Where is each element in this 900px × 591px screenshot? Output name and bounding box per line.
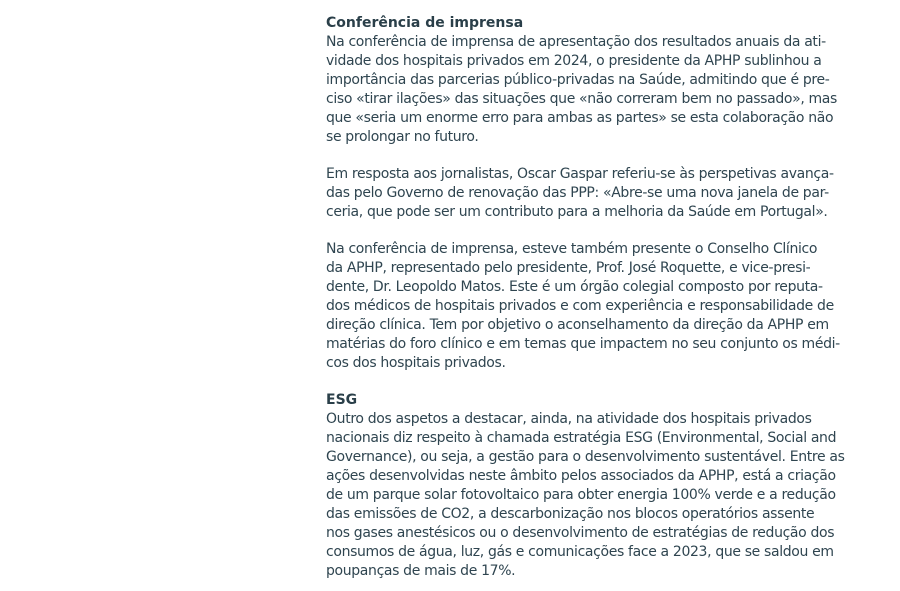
text-line: Na conferência de imprensa de apresentação dos resultados anuais da ati- (326, 34, 826, 50)
text-line: ceria, que pode ser um contributo para a melhoria da Saúde em Portugal». (326, 204, 828, 220)
text-line: dente, Dr. Leopoldo Matos. Este é um órgão colegial composto por reputa- (326, 279, 823, 295)
text-line: consumos de água, luz, gás e comunicações face a 2023, que se saldou em (326, 544, 834, 560)
text-line: se prolongar no futuro. (326, 129, 479, 145)
text-line: de um parque solar fotovoltaico para obter energia 100% verde e a redução (326, 487, 836, 503)
paragraph (326, 165, 838, 222)
text-line: Na conferência de imprensa, esteve também presente o Conselho Clínico (326, 241, 818, 257)
text-line: Governance), ou seja, a gestão para o desenvolvimento sustentável. Entre as (326, 449, 845, 465)
text-line: nacionais diz respeito à chamada estratégia ESG (Environmental, Social and (326, 430, 837, 446)
section-heading-press-conference: Conferência de imprensa (326, 15, 524, 31)
text-line: matérias do foro clínico e em temas que impactem no seu conjunto os médi- (326, 336, 840, 352)
section-heading-esg: ESG (326, 392, 358, 408)
text-line: dos médicos de hospitais privados e com experiência e responsabilidade de (326, 298, 834, 314)
paragraph (326, 410, 845, 581)
text-line: importância das parcerias público-privadas na Saúde, admitindo que é pre- (326, 72, 830, 88)
text-line: cos dos hospitais privados. (326, 355, 506, 371)
text-line: que «seria um enorme erro para ambas as partes» se esta colaboração não (326, 110, 834, 126)
article-body (326, 14, 845, 581)
text-line: ciso «tirar ilações» das situações que «não correram bem no passado», mas (326, 91, 837, 107)
text-line: das pelo Governo de renovação das PPP: «Abre-se uma nova janela de par- (326, 185, 829, 201)
text-line: Outro dos aspetos a destacar, ainda, na atividade dos hospitais privados (326, 411, 812, 427)
text-line: Em resposta aos jornalistas, Oscar Gaspar referiu-se às perspetivas avança- (326, 166, 834, 182)
paragraph (326, 33, 838, 147)
text-line: nos gases anestésicos ou o desenvolvimento de estratégias de redução dos (326, 525, 835, 541)
text-line: poupanças de mais de 17%. (326, 563, 516, 579)
text-line: da APHP, representado pelo presidente, Prof. José Roquette, e vice-presi- (326, 260, 811, 276)
text-line: vidade dos hospitais privados em 2024, o presidente da APHP sublinhou a (326, 53, 822, 69)
text-line: direção clínica. Tem por objetivo o aconselhamento da direção da APHP em (326, 317, 829, 333)
text-line: ações desenvolvidas neste âmbito pelos associados da APHP, está a criação (326, 468, 836, 484)
paragraph (326, 240, 838, 373)
text-line: das emissões de CO2, a descarbonização nos blocos operatórios assente (326, 506, 815, 522)
